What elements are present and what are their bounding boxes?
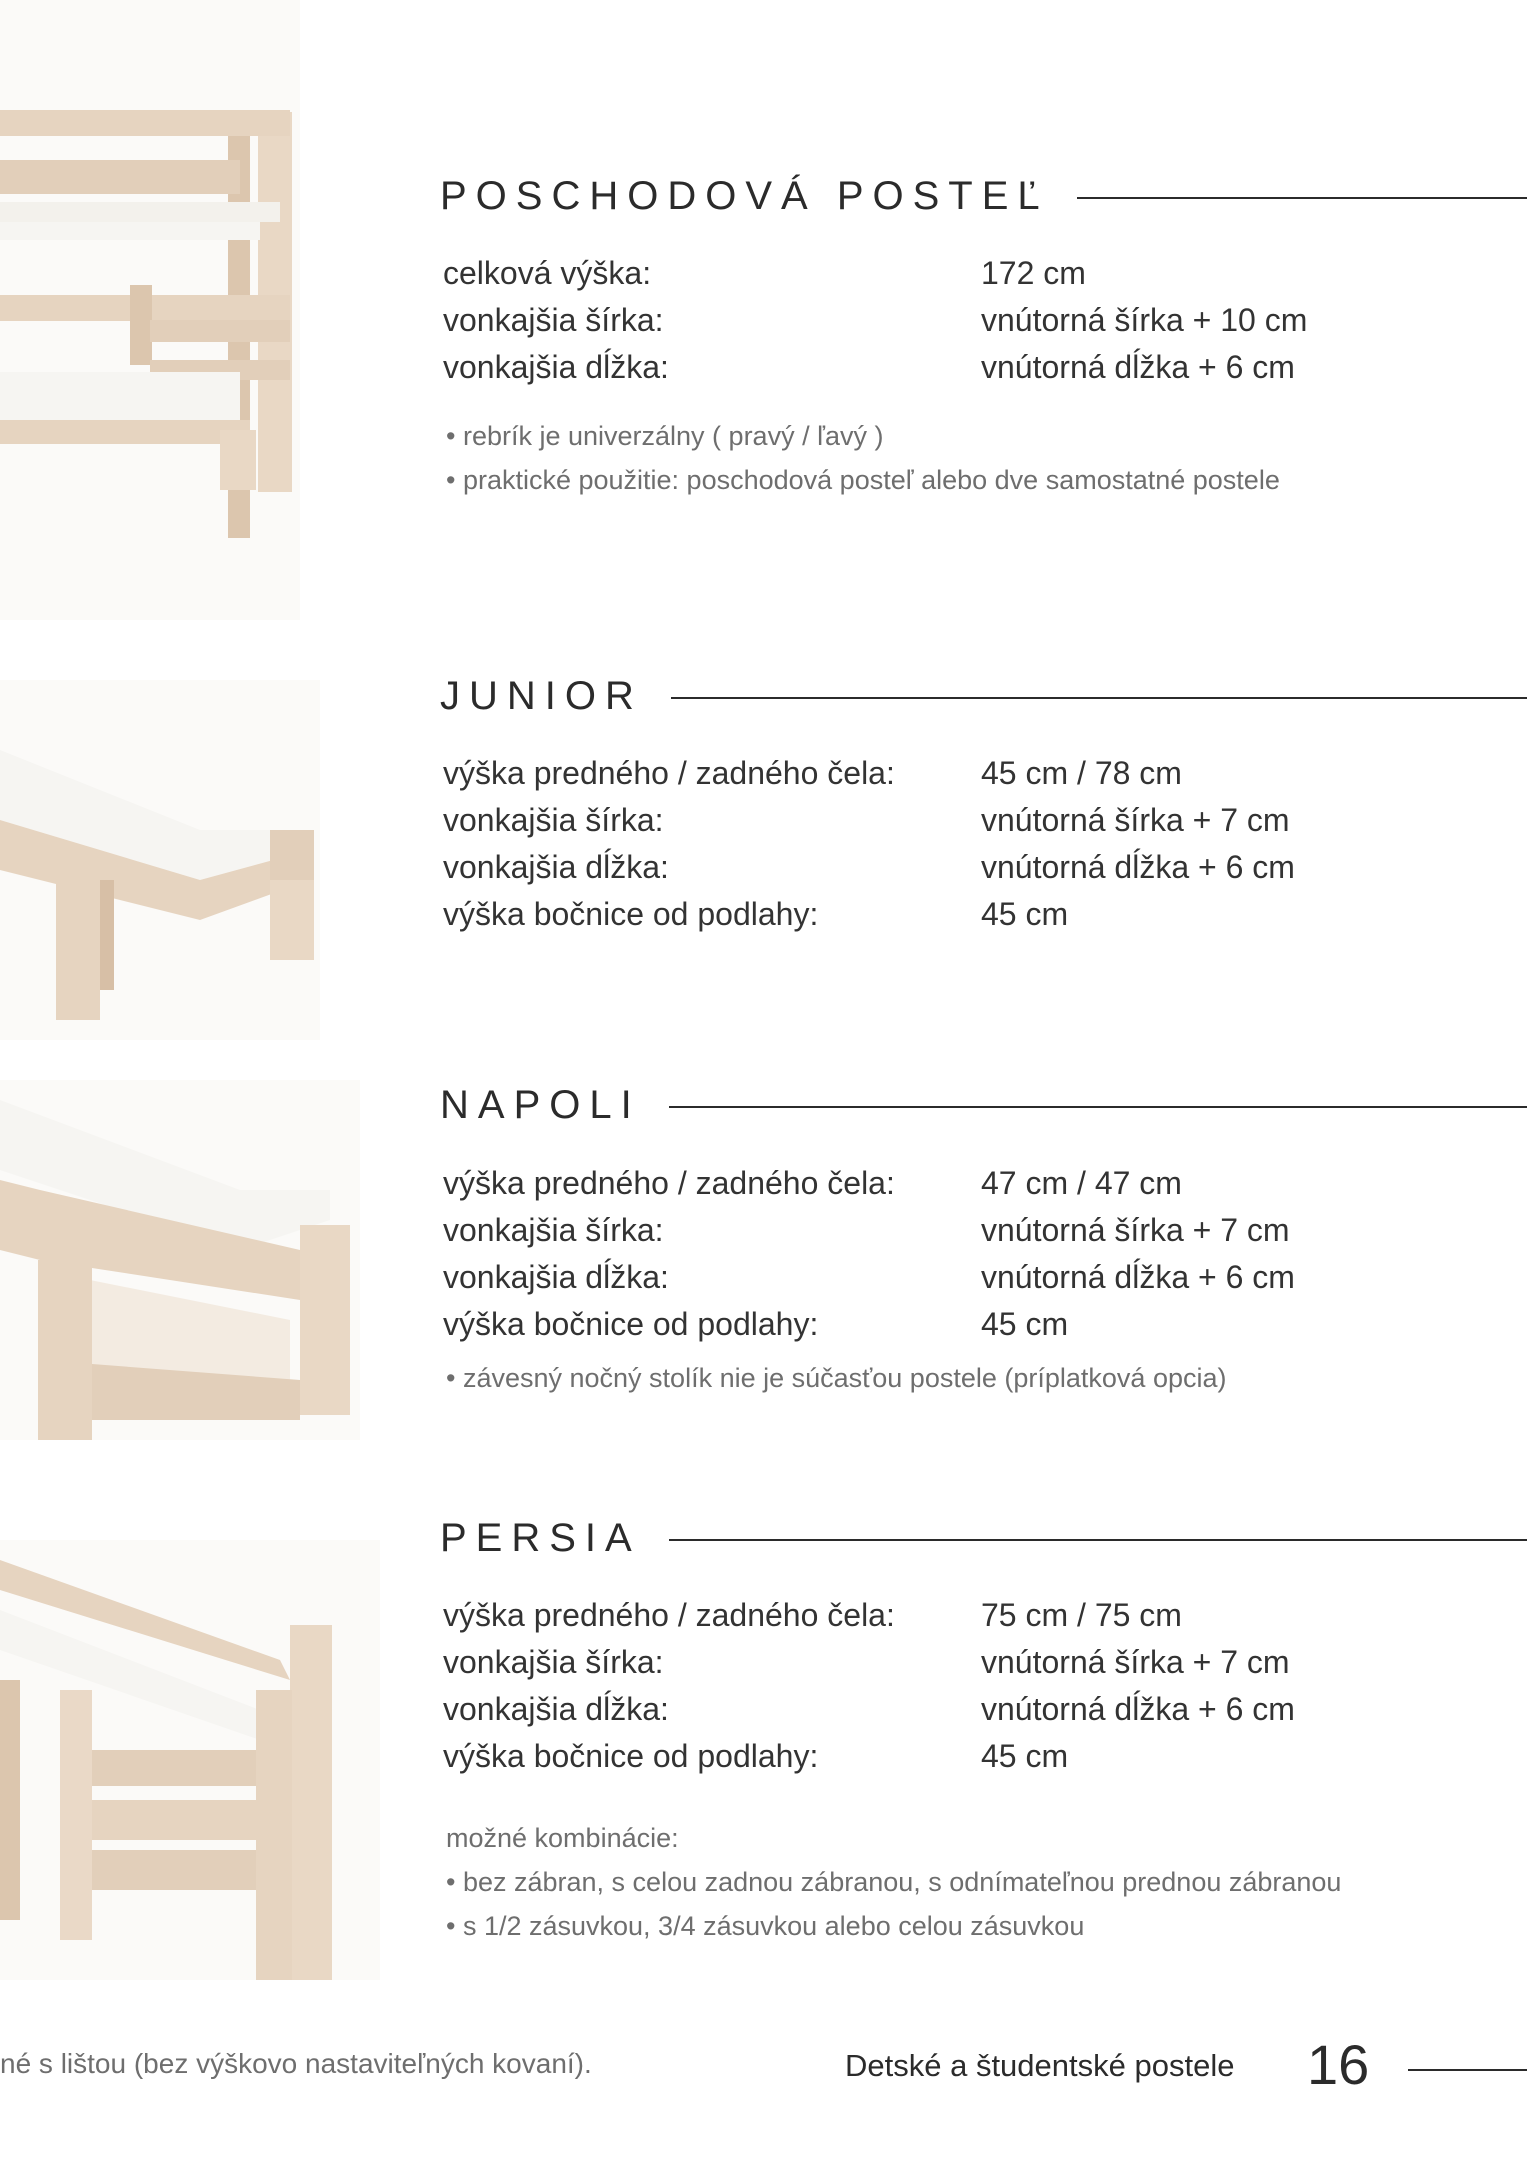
- spec-value: 75 cm / 75 cm: [981, 1597, 1182, 1633]
- spec-label: výška bočnice od podlahy:: [443, 1306, 819, 1342]
- footer-rule: [1408, 2069, 1527, 2071]
- spec-label: vonkajšia dĺžka:: [443, 349, 669, 385]
- note-item: • rebrík je univerzálny ( pravý / ľavý ): [446, 421, 884, 451]
- bunk-bed-photo: [0, 0, 300, 620]
- spec-label: vonkajšia šírka:: [443, 1212, 664, 1248]
- spec-value: vnútorná dĺžka + 6 cm: [981, 349, 1295, 385]
- spec-label: vonkajšia dĺžka:: [443, 1259, 669, 1295]
- footer-continued-text: né s lištou (bez výškovo nastaviteľných kovaní).: [0, 2048, 592, 2079]
- spec-label: vonkajšia dĺžka:: [443, 1691, 669, 1727]
- spec-value: vnútorná šírka + 7 cm: [981, 802, 1290, 838]
- spec-value: 45 cm: [981, 1306, 1069, 1342]
- junior-bed-photo: [0, 680, 320, 1040]
- title-rule: [1077, 197, 1527, 199]
- spec-label: vonkajšia šírka:: [443, 802, 664, 838]
- spec-value: 47 cm / 47 cm: [981, 1165, 1182, 1201]
- spec-value: vnútorná dĺžka + 6 cm: [981, 1691, 1295, 1727]
- spec-label: vonkajšia šírka:: [443, 302, 664, 338]
- spec-label: výška bočnice od podlahy:: [443, 1738, 819, 1774]
- spec-value: vnútorná šírka + 10 cm: [981, 302, 1308, 338]
- note-item: • bez zábran, s celou zadnou zábranou, s odnímateľnou prednou zábranou: [446, 1867, 1342, 1897]
- title-rule: [669, 1539, 1527, 1541]
- notes-list: [446, 1356, 1226, 1400]
- notes-list: [446, 414, 1280, 502]
- notes-list: [446, 1816, 1341, 1948]
- note-item: • s 1/2 zásuvkou, 3/4 zásuvkou alebo celou zásuvkou: [446, 1911, 1085, 1941]
- spec-value: vnútorná šírka + 7 cm: [981, 1212, 1290, 1248]
- spec-label: výška predného / zadného čela:: [443, 755, 895, 791]
- spec-label: celková výška:: [443, 255, 652, 291]
- note-heading: možné kombinácie:: [446, 1823, 679, 1853]
- spec-value: 45 cm: [981, 1738, 1069, 1774]
- spec-label: výška predného / zadného čela:: [443, 1597, 895, 1633]
- persia-bed-photo: [0, 1540, 380, 1980]
- product-title: POSCHODOVÁ POSTEĽ: [440, 174, 1049, 218]
- spec-value: 45 cm / 78 cm: [981, 755, 1182, 791]
- spec-value: 45 cm: [981, 896, 1069, 932]
- spec-value: vnútorná dĺžka + 6 cm: [981, 849, 1295, 885]
- title-rule: [669, 1106, 1527, 1108]
- page-number: 16: [1307, 2033, 1370, 2096]
- product-title: NAPOLI: [440, 1083, 641, 1127]
- spec-value: vnútorná dĺžka + 6 cm: [981, 1259, 1295, 1295]
- title-rule: [671, 697, 1527, 699]
- spec-value: 172 cm: [981, 255, 1086, 291]
- footer-section-title: Detské a študentské postele: [845, 2048, 1235, 2083]
- product-title: JUNIOR: [440, 674, 643, 718]
- spec-label: vonkajšia šírka:: [443, 1644, 664, 1680]
- note-item: • závesný nočný stolík nie je súčasťou postele (príplatková opcia): [446, 1363, 1227, 1393]
- spec-value: vnútorná šírka + 7 cm: [981, 1644, 1290, 1680]
- spec-label: výška predného / zadného čela:: [443, 1165, 895, 1201]
- spec-label: vonkajšia dĺžka:: [443, 849, 669, 885]
- product-title: PERSIA: [440, 1516, 641, 1560]
- napoli-bed-photo: [0, 1080, 360, 1440]
- note-item: • praktické použitie: poschodová posteľ alebo dve samostatné postele: [446, 465, 1280, 495]
- spec-label: výška bočnice od podlahy:: [443, 896, 819, 932]
